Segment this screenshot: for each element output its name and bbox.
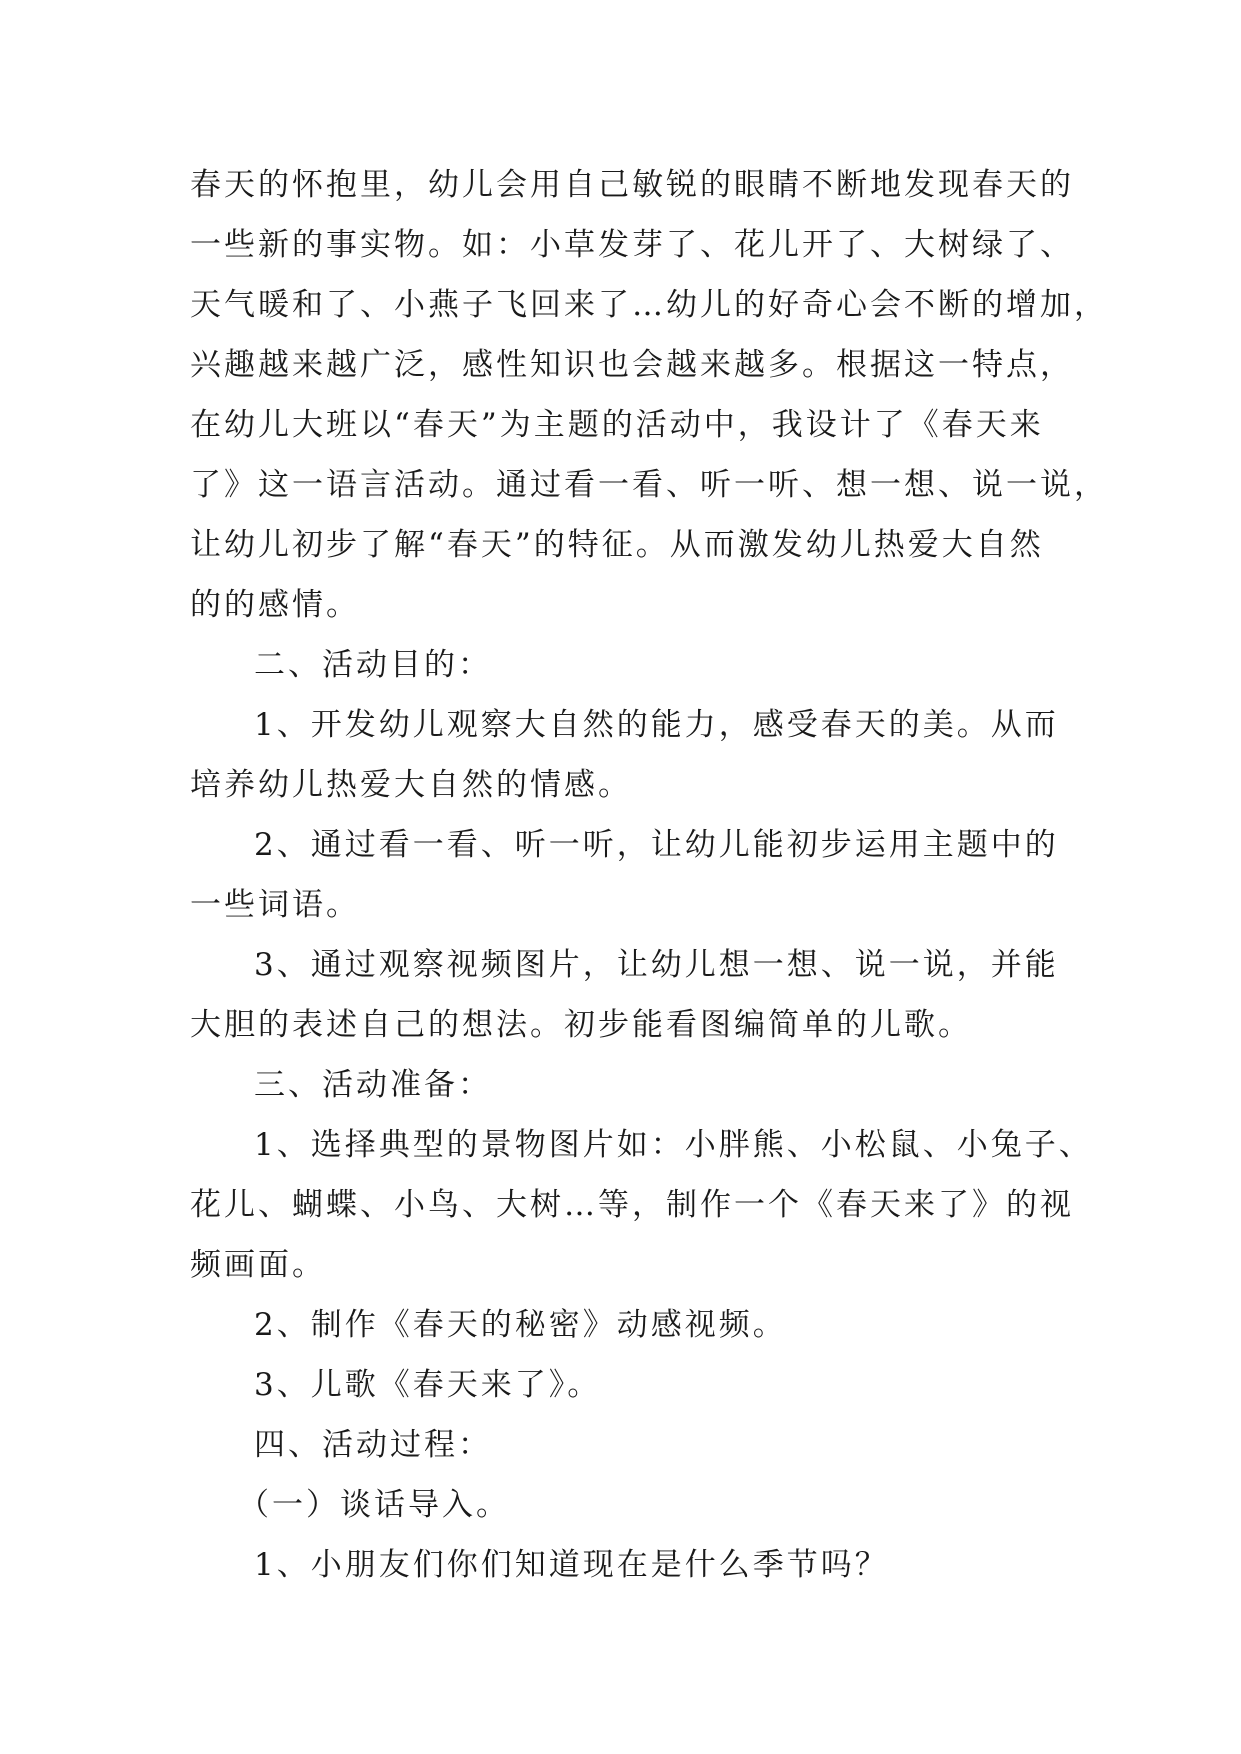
list-item: 3、通过观察视频图片，让幼儿想一想、说一说，并能 (254, 947, 1059, 983)
list-item: 1、小朋友们你们知道现在是什么季节吗？ (254, 1547, 889, 1583)
paragraph-line: 了》这一语言活动。通过看一看、听一听、想一想、说一说， (190, 467, 1108, 503)
list-item: 2、通过看一看、听一听，让幼儿能初步运用主题中的 (254, 827, 1059, 863)
list-item: 1、选择典型的景物图片如：小胖熊、小松鼠、小兔子、 (254, 1127, 1093, 1163)
subsection-heading: （一）谈话导入。 (238, 1487, 510, 1523)
paragraph-line: 一些新的事实物。如：小草发芽了、花儿开了、大树绿了、 (190, 227, 1074, 263)
list-item-continuation: 频画面。 (190, 1247, 326, 1283)
section-heading: 四、活动过程： (254, 1427, 492, 1463)
section-heading: 三、活动准备： (254, 1067, 492, 1103)
paragraph-line: 在幼儿大班以“春天”为主题的活动中，我设计了《春天来 (190, 407, 1044, 443)
document-body (190, 155, 1108, 1595)
list-item: 1、开发幼儿观察大自然的能力，感受春天的美。从而 (254, 707, 1059, 743)
list-item: 3、儿歌《春天来了》。 (254, 1367, 602, 1403)
list-item-continuation: 一些词语。 (190, 887, 360, 923)
list-item-continuation: 花儿、蝴蝶、小鸟、大树…等，制作一个《春天来了》的视 (190, 1187, 1074, 1223)
paragraph-line: 让幼儿初步了解“春天”的特征。从而激发幼儿热爱大自然 (190, 527, 1044, 563)
section-heading: 二、活动目的： (254, 647, 492, 683)
paragraph-line: 春天的怀抱里，幼儿会用自己敏锐的眼睛不断地发现春天的 (190, 167, 1074, 203)
paragraph-line: 的的感情。 (190, 587, 360, 623)
paragraph-line: 天气暖和了、小燕子飞回来了…幼儿的好奇心会不断的增加， (190, 287, 1108, 323)
paragraph-line: 兴趣越来越广泛，感性知识也会越来越多。根据这一特点， (190, 347, 1074, 383)
list-item-continuation: 大胆的表述自己的想法。初步能看图编简单的儿歌。 (190, 1007, 972, 1043)
list-item-continuation: 培养幼儿热爱大自然的情感。 (190, 767, 632, 803)
list-item: 2、制作《春天的秘密》动感视频。 (254, 1307, 787, 1343)
